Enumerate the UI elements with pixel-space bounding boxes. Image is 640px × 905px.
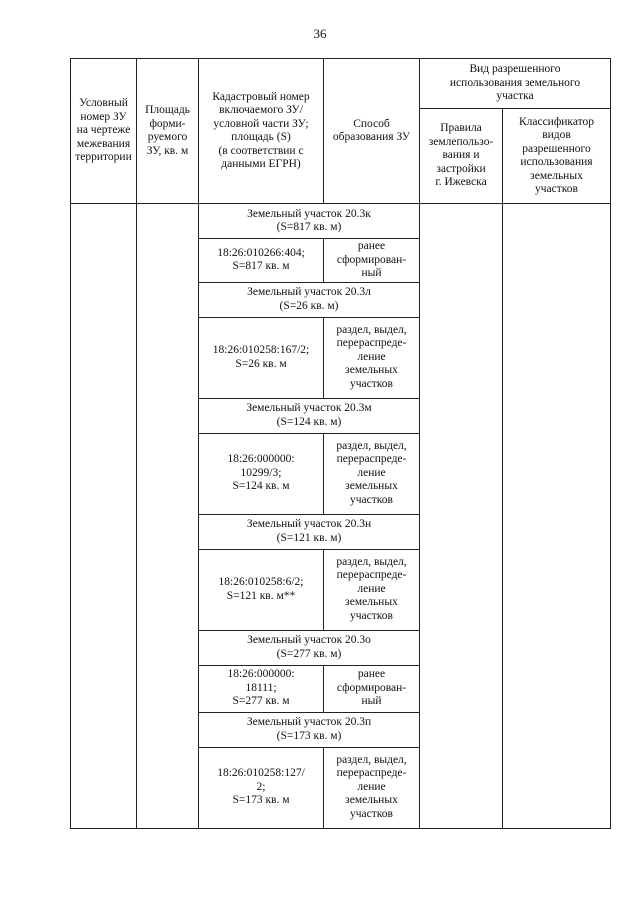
parcel-title-row — [71, 204, 611, 239]
header-permitted-use: Вид разрешенного использования земельного участка — [420, 59, 611, 109]
cadastral-number-cell: 18:26:010258:6/2; S=121 кв. м** — [199, 549, 324, 630]
header-use-classifier: Классификатор видов разрешенного использования земельных участков — [503, 109, 611, 204]
cadastral-number-cell: 18:26:000000: 18111; S=277 кв. м — [199, 665, 324, 712]
parcel-title: Земельный участок 20.3к (S=817 кв. м) — [199, 204, 420, 239]
parcel-title: Земельный участок 20.3м (S=124 кв. м) — [199, 398, 420, 433]
header-area: Площадь форми- руемого ЗУ, кв. м — [137, 59, 199, 204]
land-parcels-table — [70, 58, 611, 829]
empty-col2-cell — [137, 204, 199, 829]
formation-method-cell: раздел, выдел, перераспреде- ление земельных участков — [324, 433, 420, 514]
formation-method-cell: раздел, выдел, перераспреде- ление земельных участков — [324, 317, 420, 398]
table-header-row-1 — [71, 59, 611, 109]
header-cadastral-number: Кадастровый номер включаемого ЗУ/ условной части ЗУ; площадь (S) (в соответствии с данными ЕГРН) — [199, 59, 324, 204]
empty-classifier-cell — [503, 204, 611, 829]
cadastral-number-cell: 18:26:010266:404; S=817 кв. м — [199, 239, 324, 283]
cadastral-number-cell: 18:26:000000: 10299/3; S=124 кв. м — [199, 433, 324, 514]
cadastral-number-cell: 18:26:010258:167/2; S=26 кв. м — [199, 317, 324, 398]
formation-method-cell: ранее сформирован- ный — [324, 239, 420, 283]
formation-method-cell: раздел, выдел, перераспреде- ление земельных участков — [324, 747, 420, 828]
header-parcel-number: Условный номер ЗУ на чертеже межевания территории — [71, 59, 137, 204]
formation-method-cell: ранее сформирован- ный — [324, 665, 420, 712]
header-land-use-rules: Правила землепользо- вания и застройки г. Ижевска — [420, 109, 503, 204]
parcel-title: Земельный участок 20.3н (S=121 кв. м) — [199, 514, 420, 549]
parcel-title: Земельный участок 20.3о (S=277 кв. м) — [199, 630, 420, 665]
cadastral-number-cell: 18:26:010258:127/ 2; S=173 кв. м — [199, 747, 324, 828]
empty-rules-cell — [420, 204, 503, 829]
empty-col1-cell — [71, 204, 137, 829]
header-formation-method: Способ образования ЗУ — [324, 59, 420, 204]
page-number: 36 — [313, 26, 327, 41]
parcel-title: Земельный участок 20.3л (S=26 кв. м) — [199, 282, 420, 317]
formation-method-cell: раздел, выдел, перераспреде- ление земельных участков — [324, 549, 420, 630]
parcel-title: Земельный участок 20.3п (S=173 кв. м) — [199, 712, 420, 747]
